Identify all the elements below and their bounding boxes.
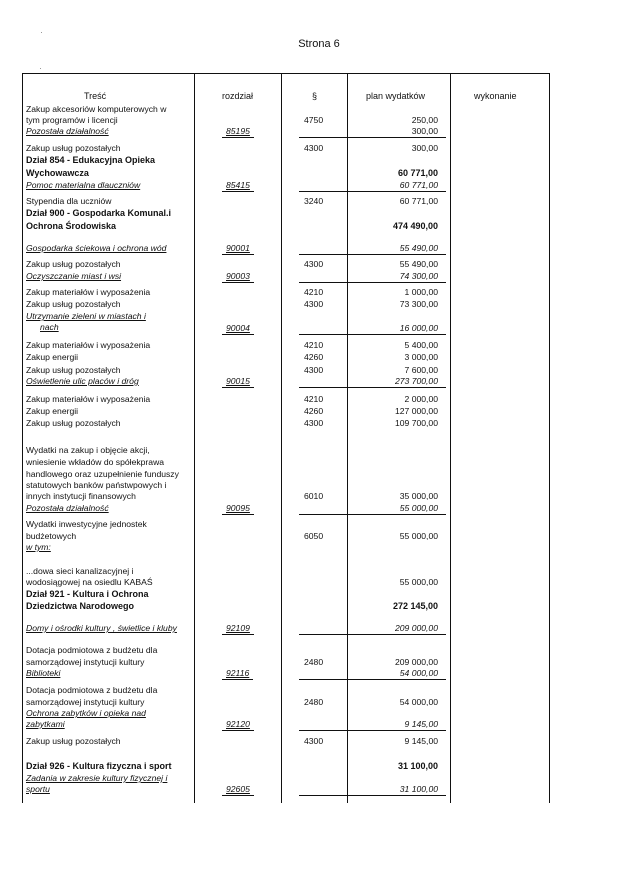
row-paragraf: 3240 — [304, 196, 324, 206]
row-plan-value: 55 490,00 — [354, 243, 438, 254]
column-divider-plan — [347, 73, 348, 803]
row-plan-value: 2 000,00 — [404, 394, 438, 404]
row-description: Gospodarka ściekowa i ochrona wód — [26, 243, 167, 253]
row-description: wniesienie wkładów do spółekprawa — [26, 457, 165, 467]
row-paragraf: 4260 — [304, 406, 324, 416]
row-description: Dziedzictwa Narodowego — [26, 601, 135, 611]
row-plan-value: 55 490,00 — [399, 259, 438, 269]
row-plan-value: 3 000,00 — [404, 352, 438, 362]
row-plan-value: 272 145,00 — [392, 601, 438, 611]
row-plan-value: 127 000,00 — [394, 406, 438, 416]
row-plan-value: 55 000,00 — [354, 503, 438, 514]
row-paragraf: 4210 — [304, 287, 324, 297]
row-plan-value: 31 100,00 — [397, 761, 438, 771]
row-paragraf: 2480 — [304, 657, 324, 667]
row-description: Wydatki na zakup i objęcie akcji, — [26, 445, 150, 455]
table-left-border — [22, 73, 23, 803]
header-tresc: Treść — [84, 91, 107, 101]
row-plan-value: 273 700,00 — [354, 376, 438, 387]
row-description: Wychowawcza — [26, 168, 89, 178]
row-rozdzial: 90015 — [226, 376, 250, 386]
table-top-border — [22, 73, 550, 74]
row-description: handlowego oraz uzupełnienie funduszy — [26, 469, 179, 479]
row-plan-value: 54 000,00 — [354, 668, 438, 679]
row-description: zabytkami — [26, 719, 65, 729]
row-description: wodosiągowej na osiedlu KABAŚ — [26, 577, 153, 587]
row-plan-value: 474 490,00 — [392, 221, 438, 231]
row-description: Zakup usług pozostałych — [26, 299, 121, 309]
row-paragraf: 2480 — [304, 697, 324, 707]
row-plan-value: 7 600,00 — [404, 365, 438, 375]
row-description: Dotacja podmiotowa z budżetu dla — [26, 685, 158, 695]
row-rozdzial: 85195 — [226, 126, 250, 136]
row-description: innych instytucji finansowych — [26, 491, 136, 501]
row-description: Zakup usług pozostałych — [26, 365, 121, 375]
row-plan-value: 60 771,00 — [354, 180, 438, 191]
row-description: w tym: — [26, 542, 51, 552]
row-rozdzial: 85415 — [226, 180, 250, 190]
row-rozdzial: 92109 — [226, 623, 250, 633]
row-description: Zakup usług pozostałych — [26, 418, 121, 428]
row-plan-value: 1 000,00 — [404, 287, 438, 297]
row-description: Zakup energii — [26, 352, 79, 362]
row-description: Dział 854 - Edukacyjna Opieka — [26, 155, 156, 165]
row-description: Domy i ośrodki kultury , świetlice i kluby — [26, 623, 177, 633]
row-description: Zakup materiałów i wyposażenia — [26, 287, 151, 297]
column-divider-rozdzial — [194, 73, 195, 803]
row-rozdzial: 90001 — [226, 243, 250, 253]
row-paragraf: 4300 — [304, 418, 324, 428]
row-description: tym programów i licencji — [26, 115, 118, 125]
scan-speck — [41, 32, 42, 33]
row-description: Zakup materiałów i wyposażenia — [26, 394, 151, 404]
row-paragraf: 4300 — [304, 736, 324, 746]
row-description: Zakup akcesoriów komputerowych w — [26, 104, 167, 114]
row-plan-value: 109 700,00 — [394, 418, 438, 428]
row-description: Dotacja podmiotowa z budżetu dla — [26, 645, 158, 655]
row-plan-value: 60 771,00 — [397, 168, 438, 178]
row-description: Zadania w zakresie kultury fizycznej i — [26, 773, 168, 783]
row-plan-value: 209 000,00 — [354, 623, 438, 634]
row-plan-value: 300,00 — [411, 143, 438, 153]
row-description: Zakup usług pozostałych — [26, 143, 121, 153]
row-description: ...dowa sieci kanalizacyjnej i — [26, 566, 134, 576]
budget-table — [22, 73, 550, 803]
row-paragraf: 4300 — [304, 365, 324, 375]
row-paragraf: 4210 — [304, 394, 324, 404]
table-right-border — [549, 73, 550, 803]
row-rozdzial: 90095 — [226, 503, 250, 513]
row-rozdzial: 90003 — [226, 271, 250, 281]
row-description: Oświetlenie ulic placów i dróg — [26, 376, 139, 386]
row-description: budżetowych — [26, 531, 77, 541]
row-plan-value: 73 300,00 — [399, 299, 438, 309]
row-plan-value: 35 000,00 — [399, 491, 438, 501]
row-paragraf: 6010 — [304, 491, 324, 501]
row-plan-value: 300,00 — [354, 126, 438, 137]
row-description: samorządowej instytucji kultury — [26, 657, 145, 667]
row-description: nach — [40, 322, 59, 332]
page-header: Strona 6 — [298, 38, 340, 50]
row-description: Dział 921 - Kultura i Ochrona — [26, 589, 149, 599]
row-plan-value: 9 145,00 — [404, 736, 438, 746]
row-rozdzial: 92120 — [226, 719, 250, 729]
row-description: Zakup energii — [26, 406, 79, 416]
row-paragraf: 4300 — [304, 259, 324, 269]
header-paragraf: § — [312, 91, 318, 101]
row-description: statutowych banków państwpowych i — [26, 480, 167, 490]
column-divider-wykonanie — [450, 73, 451, 803]
row-paragraf: 4210 — [304, 340, 324, 350]
row-plan-value: 5 400,00 — [404, 340, 438, 350]
row-description: Stypendia dla uczniów — [26, 196, 112, 206]
row-description: sportu — [26, 784, 50, 794]
row-plan-value: 31 100,00 — [354, 784, 438, 795]
row-paragraf: 4300 — [304, 299, 324, 309]
row-description: Dział 900 - Gospodarka Komunal.i — [26, 208, 172, 218]
row-description: Ochrona Środowiska — [26, 221, 117, 231]
row-plan-value: 250,00 — [411, 115, 438, 125]
row-description: Ochrona zabytków i opieka nad — [26, 708, 146, 718]
row-plan-value: 16 000,00 — [354, 323, 438, 334]
header-wykonanie: wykonanie — [474, 91, 517, 101]
row-paragraf: 6050 — [304, 531, 324, 541]
row-description: Zakup usług pozostałych — [26, 736, 121, 746]
row-description: Utrzymanie zieleni w miastach i — [26, 311, 146, 321]
header-rozdzial: rozdział — [222, 91, 254, 101]
row-description: Wydatki inwestycyjne jednostek — [26, 519, 147, 529]
scan-speck — [40, 68, 41, 69]
row-description: Oczyszczanie miast i wsi — [26, 271, 122, 281]
row-plan-value: 60 771,00 — [399, 196, 438, 206]
row-description: Pozostała działalność — [26, 126, 109, 136]
row-rozdzial: 90004 — [226, 323, 250, 333]
row-plan-value: 209 000,00 — [394, 657, 438, 667]
row-rozdzial: 92116 — [226, 668, 250, 678]
row-paragraf: 4300 — [304, 143, 324, 153]
row-plan-value: 55 000,00 — [399, 531, 438, 541]
row-description: Dział 926 - Kultura fizyczna i sport — [26, 761, 172, 771]
row-description: samorządowej instytucji kultury — [26, 697, 145, 707]
row-plan-value: 9 145,00 — [354, 719, 438, 730]
row-plan-value: 54 000,00 — [399, 697, 438, 707]
row-rozdzial: 92605 — [226, 784, 250, 794]
column-divider-paragraf — [281, 73, 282, 803]
row-description: Pomoc materialna dlauczniów — [26, 180, 141, 190]
row-description: Zakup usług pozostałych — [26, 259, 121, 269]
row-paragraf: 4750 — [304, 115, 324, 125]
header-plan: plan wydatków — [366, 91, 426, 101]
row-plan-value: 55 000,00 — [399, 577, 438, 587]
row-description: Pozostała działalność — [26, 503, 109, 513]
row-paragraf: 4260 — [304, 352, 324, 362]
row-plan-value: 74 300,00 — [354, 271, 438, 282]
row-description: Biblioteki — [26, 668, 61, 678]
row-description: Zakup materiałów i wyposażenia — [26, 340, 151, 350]
